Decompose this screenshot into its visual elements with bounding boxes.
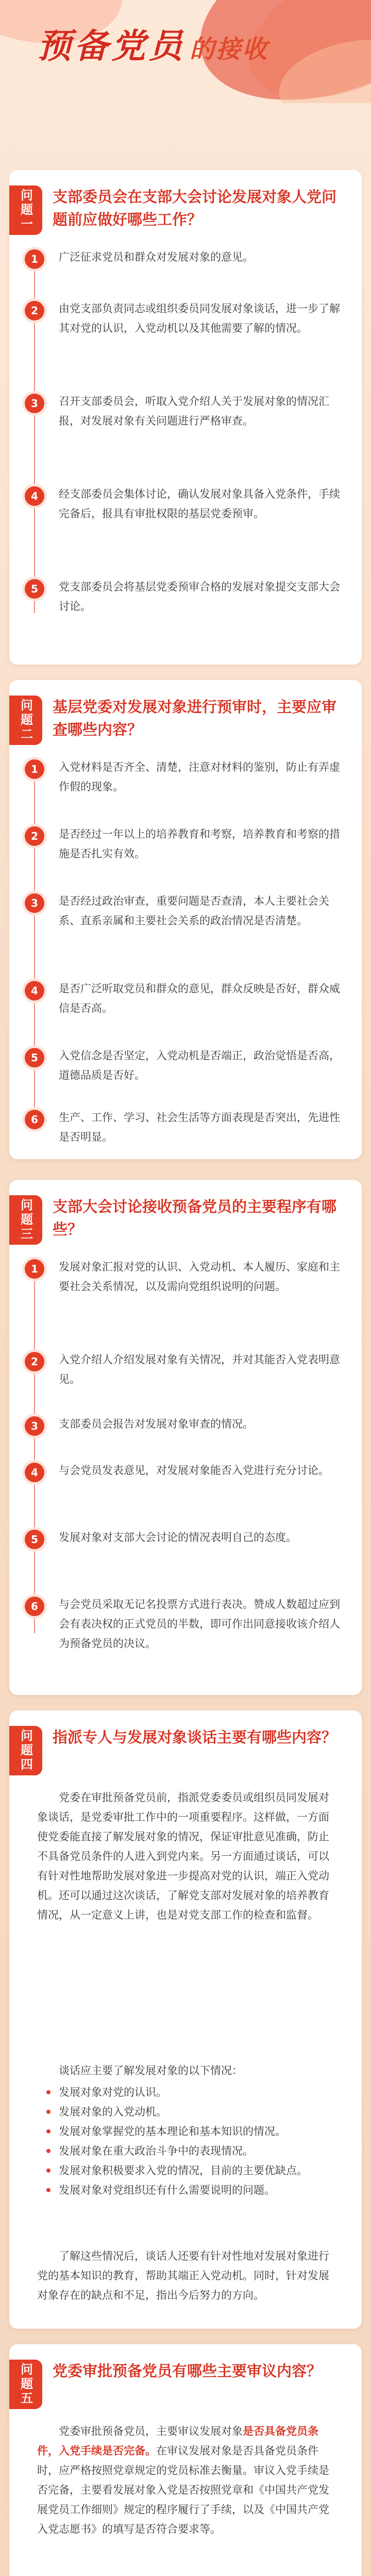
step-number: 3 — [25, 893, 44, 913]
step-number: 5 — [25, 1048, 44, 1067]
step-item — [21, 577, 349, 616]
bullet-item: 发展对象掌握党的基本理论和基本知识的情况。 — [45, 2122, 337, 2141]
question-tag: 问题二 — [9, 696, 42, 745]
step-item — [21, 824, 349, 863]
step-text: 入党材料是否齐全、清楚，注意对材料的鉴别，防止有弄虚作假的现象。 — [59, 761, 340, 793]
step-number: 2 — [25, 1352, 44, 1371]
step-list — [21, 247, 349, 649]
step-text: 与会党员采取无记名投票方式进行表决。赞成人数超过应到会有表决权的正式党员的半数，即可作出同意接收该介绍人为预备党员的决议。 — [59, 1598, 340, 1650]
step-item — [21, 1257, 349, 1296]
step-number: 1 — [25, 249, 44, 269]
step-text: 是否经过政治审查，重要问题是否查清，本人主要社会关系、直系亲属和主要社会关系的政治情况是否清楚。 — [59, 895, 329, 927]
step-text: 支部委员会报告对发展对象审查的情况。 — [59, 1418, 254, 1430]
step-item — [21, 1046, 349, 1085]
step-item — [21, 1595, 349, 1653]
bullet-item: 发展对象对党的认识。 — [45, 2082, 337, 2102]
question-tag: 问题四 — [9, 1726, 42, 1775]
step-text: 召开支部委员会，听取入党介绍人关于发展对象的情况汇报，对发展对象有关问题进行严格审查。 — [59, 395, 329, 427]
step-number: 1 — [25, 759, 44, 779]
bullet-item: 发展对象对党组织还有什么需要说明的问题。 — [45, 2180, 337, 2200]
step-list — [21, 757, 349, 1149]
step-number: 5 — [25, 1530, 44, 1549]
step-item — [21, 757, 349, 796]
body-text: 党委审批预备党员，主要审议发展对象 — [59, 2425, 243, 2437]
bullet-item: 发展对象在重大政治斗争中的表现情况。 — [45, 2141, 337, 2161]
step-item — [21, 392, 349, 431]
step-text: 经支部委员会集体讨论，确认发展对象具备入党条件，手续完备后，报具有审批权限的基层党委预审。 — [59, 488, 340, 520]
body-text: 在审议发展对象是否具备党员条件时，应严格按照党章规定的党员标准去衡量。审议入党手续是否完备，主要看发展对象入党是否按照党章和《中国共产党发展党员工作细则》规定的程序履行了手续，以及《中国共产党入党志愿书》的填写是否符合要求等。 — [37, 2445, 329, 2535]
step-number: 1 — [25, 1259, 44, 1279]
step-number: 6 — [25, 1110, 44, 1129]
bullet-item: 发展对象积极要求入党的情况，目前的主要优缺点。 — [45, 2161, 337, 2180]
question-tag: 问题一 — [9, 185, 42, 235]
paragraph-lead: 谈话应主要了解发展对象的以下情况： — [59, 2064, 243, 2077]
step-item — [21, 247, 349, 269]
question-tag: 问题三 — [9, 1195, 42, 1245]
step-number: 3 — [25, 394, 44, 413]
bullet-item: 发展对象的入党动机。 — [45, 2102, 337, 2122]
step-item — [21, 979, 349, 1018]
step-number: 5 — [25, 579, 44, 599]
step-item — [21, 484, 349, 523]
question-card-4 — [9, 1710, 362, 2329]
question-title: 支部委员会在支部大会讨论发展对象人党问题前应做好哪些工作？ — [53, 188, 337, 228]
question-title: 党委审批预备党员有哪些主要审议内容？ — [53, 2362, 322, 2380]
question-tag: 问题五 — [9, 2360, 42, 2409]
step-list — [21, 1257, 349, 1685]
step-text: 与会党员发表意见，对发展对象能否入党进行充分讨论。 — [59, 1464, 329, 1477]
step-text: 发展对象汇报对党的认识、入党动机、本人履历、家庭和主要社会关系情况，以及需向党组织说明的问题。 — [59, 1261, 340, 1293]
paragraph-closing: 了解这些情况后，谈话人还要有针对性地对发展对象进行党的基本知识的教育，帮助其端正入党动机。同时，针对发展对象存在的缺点和不足，指出今后努力的方向。 — [37, 2250, 329, 2301]
paragraph-intro: 党委在审批预备党员前，指派党委委员或组织员同发展对象谈话，是党委审批工作中的一项重要程序。这样做，一方面使党委能直接了解发展对象的情况，保证审批意见准确，防止不具备党员条件的人进入到党内来。另一方面通过谈话，可以有针对性地帮助发展对象进一步提高对党的认识，端正入党动机。还可以通过这次谈话，了解党支部对发展对象的培养教育情况，从一定意义上讲，也是对党支部工作的检查和监督。 — [37, 1791, 329, 1921]
question-title: 基层党委对发展对象进行预审时，主要应审查哪些内容？ — [53, 698, 337, 738]
question-card-2 — [9, 680, 362, 1159]
step-item — [21, 299, 349, 338]
step-number: 6 — [25, 1597, 44, 1616]
step-item — [21, 1461, 349, 1482]
step-text: 是否经过一年以上的培养教育和考察，培养教育和考察的措施是否扎实有效。 — [59, 828, 340, 860]
step-item — [21, 1414, 349, 1436]
paragraph-body — [37, 2421, 337, 2539]
question-card-3 — [9, 1180, 362, 1695]
step-item — [21, 1528, 349, 1549]
step-number: 4 — [25, 981, 44, 1001]
step-item — [21, 1108, 349, 1147]
step-number: 2 — [25, 301, 44, 320]
step-text: 生产、工作、学习、社会生活等方面表现是否突出，先进性是否明显。 — [59, 1111, 340, 1143]
step-text: 由党支部负责同志或组织委员同发展对象谈话，进一步了解其对党的认识，入党动机以及其他需要了解的情况。 — [59, 302, 340, 334]
title-sub: 的接收 — [190, 35, 269, 64]
step-item — [21, 1350, 349, 1389]
question-title: 支部大会讨论接收预备党员的主要程序有哪些？ — [53, 1198, 337, 1238]
question-title: 指派专人与发展对象谈话主要有哪些内容？ — [53, 1728, 337, 1746]
highlight-text: 是否具备党员条件，入党手续是否完备。 — [37, 2425, 318, 2457]
step-number: 2 — [25, 826, 44, 846]
step-number: 3 — [25, 1416, 44, 1436]
step-text: 党支部委员会将基层党委预审合格的发展对象提交支部大会讨论。 — [59, 581, 340, 613]
step-text: 广泛征求党员和群众对发展对象的意见。 — [59, 251, 254, 263]
step-connector — [34, 1267, 35, 1633]
step-text: 入党信念是否坚定，入党动机是否端正，政治觉悟是否高，道德品质是否好。 — [59, 1049, 340, 1081]
step-text: 是否广泛听取党员和群众的意见，群众反映是否好，群众威信是否高。 — [59, 982, 340, 1014]
step-item — [21, 891, 349, 930]
title-main: 预备党员 — [37, 26, 185, 66]
step-text: 发展对象对支部大会讨论的情况表明自己的态度。 — [59, 1531, 297, 1544]
question-card-1 — [9, 170, 362, 665]
bullet-list — [45, 2082, 337, 2200]
step-text: 入党介绍人介绍发展对象有关情况，并对其能否入党表明意见。 — [59, 1353, 340, 1385]
step-number: 4 — [25, 1463, 44, 1482]
step-number: 4 — [25, 486, 44, 506]
page-title — [37, 19, 268, 67]
question-card-5 — [9, 2344, 362, 2576]
